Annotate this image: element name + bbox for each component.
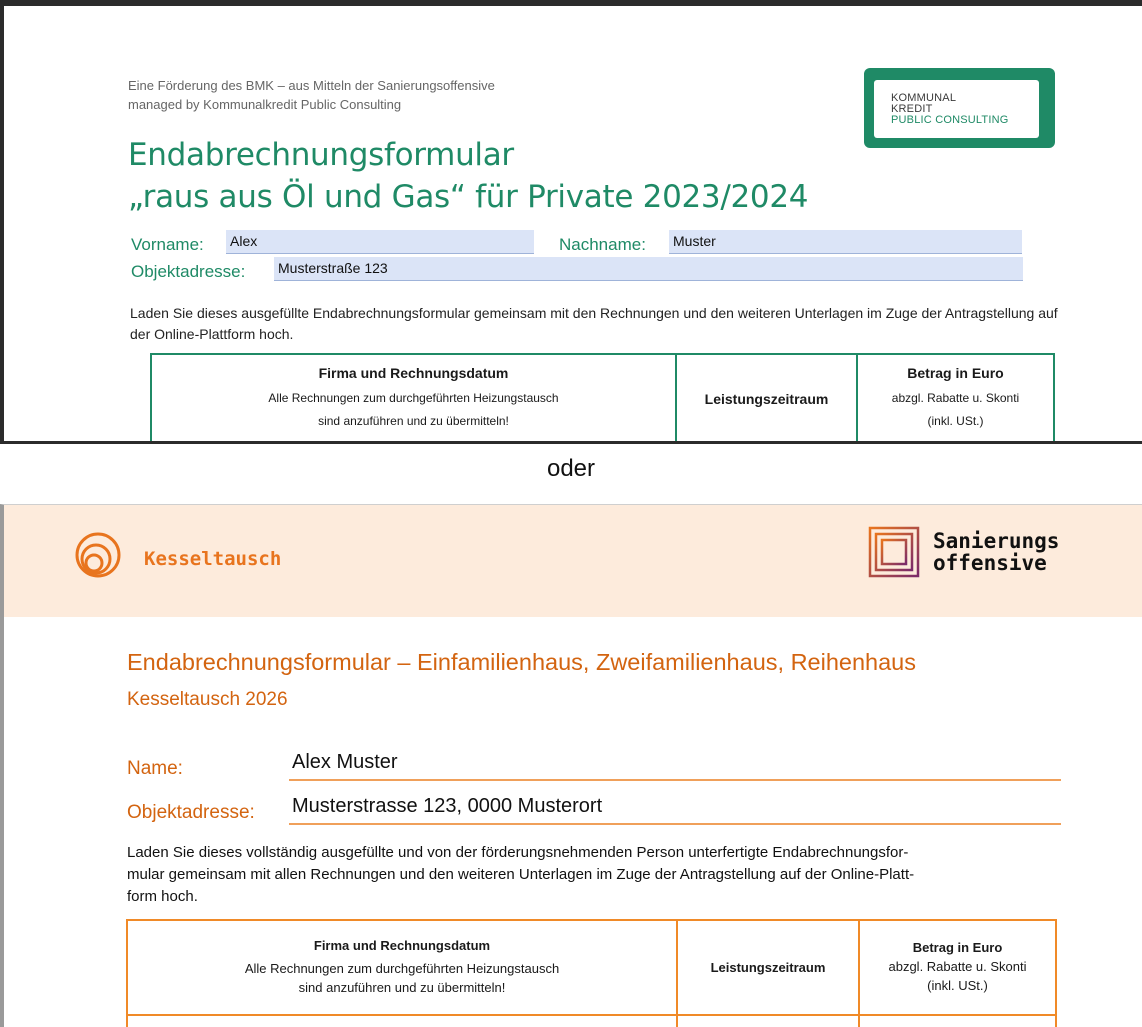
name-label: Name: [127, 758, 183, 779]
logo-line-3: PUBLIC CONSULTING [891, 114, 1009, 126]
intro-line-1: Laden Sie dieses vollständig ausgefüllte und von der förderungsnehmenden Person unterfertigte Endabrechnungsfor- [127, 844, 909, 861]
header-period [677, 920, 859, 1015]
old-address-field[interactable]: Musterstraße 123 [274, 257, 1023, 281]
new-address-label: Objektadresse: [127, 802, 255, 823]
col-company-title: Firma und Rechnungsdatum [318, 364, 509, 381]
first-name-label: Vorname: [131, 235, 204, 254]
header-company-date [151, 354, 676, 443]
col-amount-note-2: (inkl. USt.) [927, 413, 984, 428]
new-address-field[interactable]: Musterstrasse 123, 0000 Musterort [289, 795, 1061, 825]
col-amount-note-1: abzgl. Rabatte u. Skonti [888, 959, 1027, 974]
col-amount-title: Betrag in Euro [907, 364, 1004, 381]
intro-line-3: form hoch. [127, 888, 198, 905]
logo-line-1: KOMMUNAL [891, 92, 957, 104]
table-row [151, 443, 1054, 444]
brand-right-line-1: Sanierungs [933, 529, 1060, 553]
header-company-date [127, 920, 677, 1015]
kommunalkredit-logo [864, 68, 1055, 148]
last-name-field[interactable]: Muster [669, 230, 1022, 254]
new-form-subtitle: Kesseltausch 2026 [127, 689, 288, 710]
old-form-title [128, 134, 808, 218]
sanierungsoffensive-logo-icon [868, 526, 920, 578]
new-invoice-table [126, 919, 1057, 1027]
header-banner [4, 505, 1142, 617]
table-header-row [151, 354, 1054, 443]
table-header-row [127, 920, 1056, 1015]
brand-right-line-2: offensive [933, 551, 1047, 575]
old-form-screenshot [0, 0, 1142, 444]
new-form-title: Endabrechnungsformular – Einfamilienhaus, Zweifamilienhaus, Reihenhaus [127, 649, 917, 675]
col-period-title: Leistungszeitraum [710, 960, 826, 975]
col-amount-title: Betrag in Euro [912, 940, 1003, 955]
old-intro-text: Laden Sie dieses ausgefüllte Endabrechnungsformular gemeinsam mit den Rechnungen und den weiteren Unterlagen im Zuge der Antragstellung auf der Online-Plattform hoch. [130, 305, 1058, 342]
col-company-title: Firma und Rechnungsdatum [313, 938, 491, 953]
intro-line-2: mular gemeinsam mit allen Rechnungen und den weiteren Unterlagen im Zuge der Antragstellung auf der Online-Platt- [127, 866, 915, 883]
funding-note [128, 76, 495, 114]
new-intro-text [127, 842, 1057, 908]
col-company-note-2: sind anzuführen und zu übermitteln! [298, 980, 506, 995]
sanierungsoffensive-brand [933, 530, 1059, 574]
new-form-screenshot [0, 504, 1142, 1027]
col-company-note-1: Alle Rechnungen zum durchgeführten Heizungstausch [268, 390, 559, 405]
col-period-title: Leistungszeitraum [704, 390, 829, 407]
col-company-note-2: sind anzuführen und zu übermitteln! [318, 413, 509, 428]
col-amount-note-1: abzgl. Rabatte u. Skonti [891, 390, 1020, 405]
name-field[interactable]: Alex Muster [289, 751, 1061, 781]
logo-line-2: KREDIT [891, 103, 933, 115]
kesseltausch-brand: Kesseltausch [144, 548, 282, 570]
funding-line-1: Eine Förderung des BMK – aus Mitteln der Sanierungsoffensive [128, 78, 495, 93]
old-address-label: Objektadresse: [131, 262, 246, 281]
kesseltausch-logo-icon [72, 532, 124, 578]
col-amount-note-2: (inkl. USt.) [927, 978, 988, 993]
header-period [676, 354, 857, 443]
col-company-note-1: Alle Rechnungen zum durchgeführten Heizungstausch [244, 961, 560, 976]
first-name-field[interactable]: Alex [226, 230, 534, 254]
separator-text: oder [546, 455, 596, 482]
old-title-line-2: „raus aus Öl und Gas“ für Private 2023/2024 [128, 179, 809, 215]
old-title-line-1: Endabrechnungsformular [128, 137, 514, 173]
last-name-label: Nachname: [559, 235, 646, 254]
header-amount [859, 920, 1056, 1015]
old-invoice-table [150, 353, 1055, 444]
table-row [127, 1015, 1056, 1027]
funding-line-2: managed by Kommunalkredit Public Consulting [128, 97, 402, 112]
header-amount [857, 354, 1054, 443]
